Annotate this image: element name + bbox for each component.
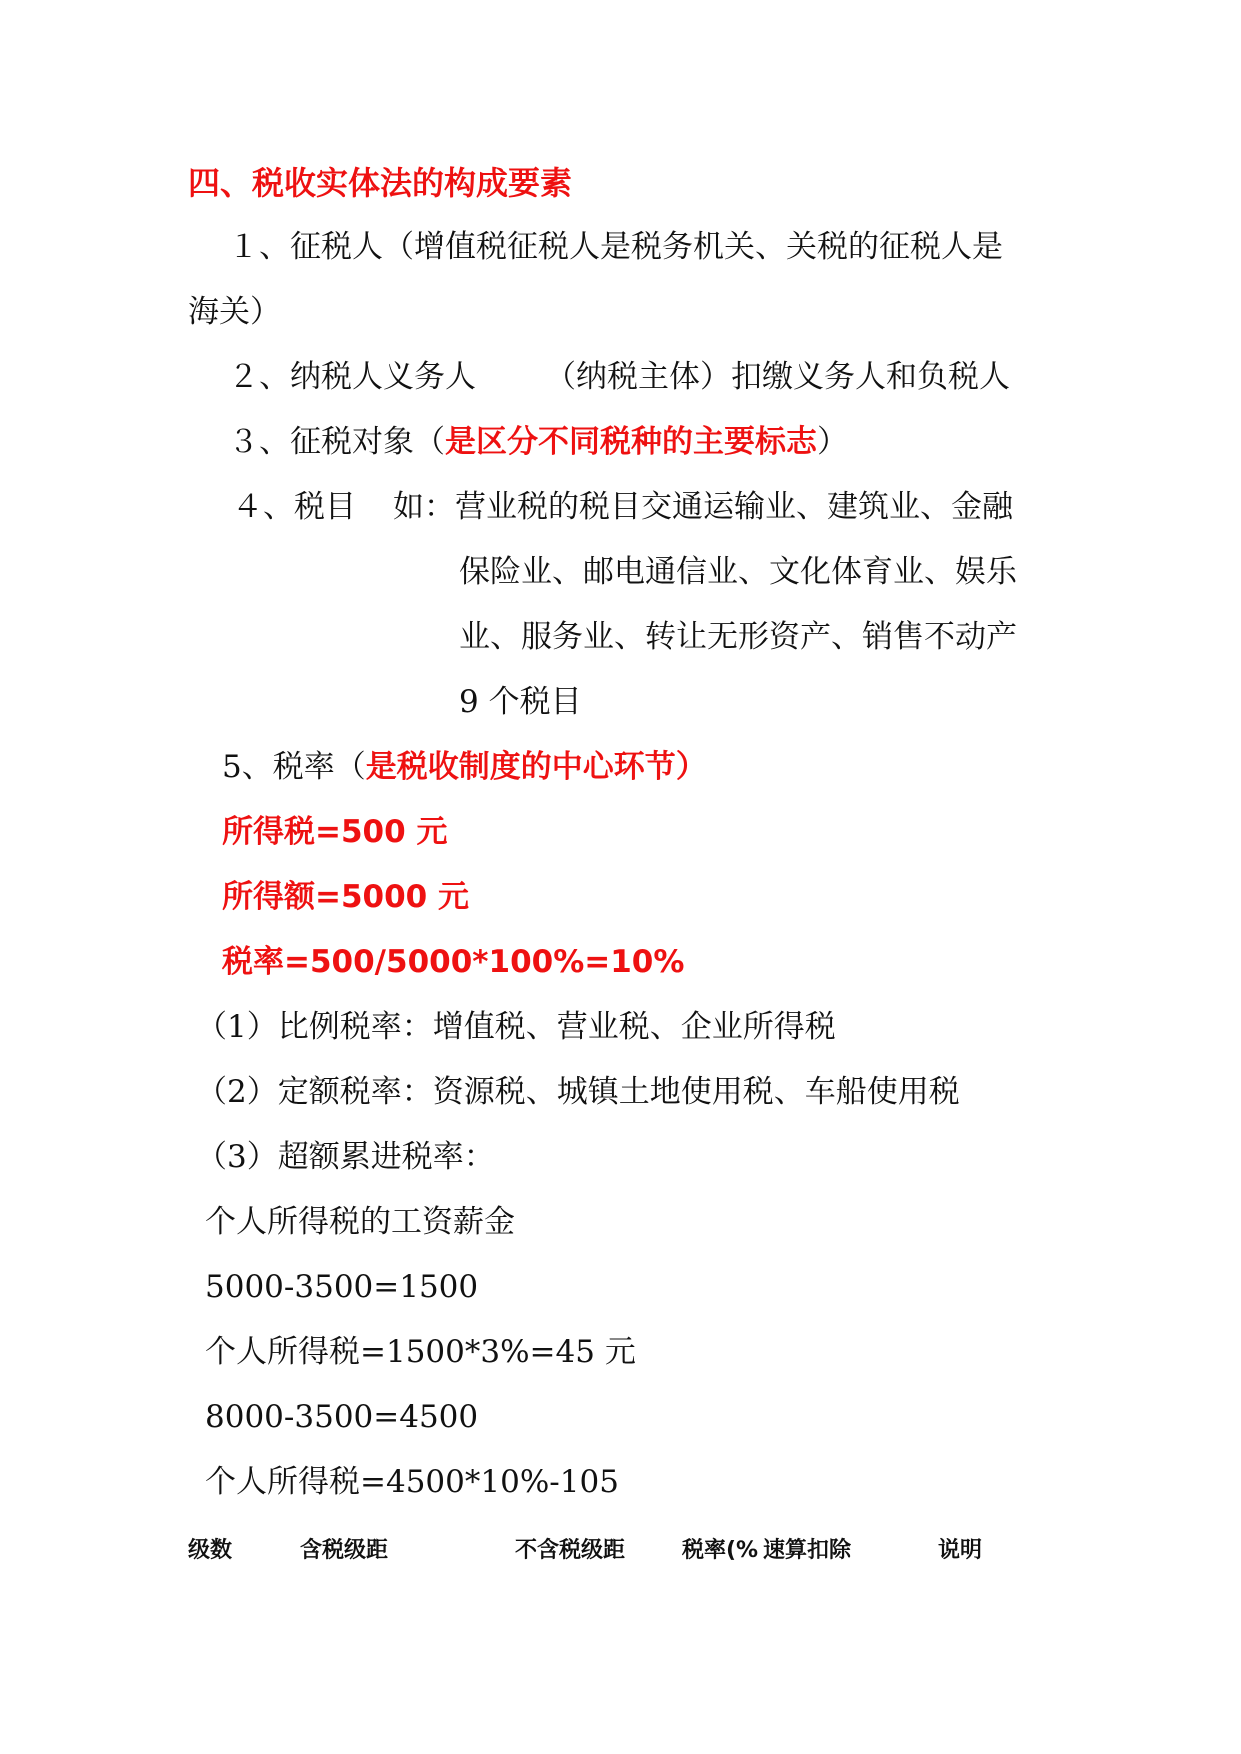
calc-line-5: 个人所得税=4500*10%-105 [205,1464,619,1500]
section-heading: 四、税收实体法的构成要素 [188,164,573,202]
item-4-line-4: 9 个税目 [459,684,582,720]
item-4-line-1: 如：营业税的税目交通运输业、建筑业、金融 [393,489,1013,525]
item-1-line-2: 海关） [188,294,281,330]
item-2-right: （纳税主体）扣缴义务人和负税人 [545,359,1010,395]
item-3 [228,422,848,462]
item-5-prefix: 5、税率（ [222,749,366,785]
table-header-notes: 说明 [938,1538,983,1563]
item-3-prefix: ３、征税对象（ [228,424,445,460]
table-header-taxable-bracket: 含税级距 [300,1538,389,1563]
item-3-suffix: ） [817,424,848,460]
item-5 [222,747,707,787]
item-5-emphasis: 是税收制度的中心环节） [365,749,707,785]
rate-type-1: （1）比例税率：增值税、营业税、企业所得税 [196,1009,836,1045]
rate-type-3: （3）超额累进税率： [196,1139,495,1175]
calc-line-4: 8000-3500=4500 [205,1399,479,1435]
calc-line-3: 个人所得税=1500*3%=45 元 [205,1334,636,1370]
example-line-2: 所得额=5000 元 [222,879,470,915]
item-2-left: ２、纳税人义务人 [228,359,476,395]
item-4-line-2: 保险业、邮电通信业、文化体育业、娱乐 [459,554,1017,590]
calc-line-1: 个人所得税的工资薪金 [205,1204,515,1240]
item-3-emphasis: 是区分不同税种的主要标志 [445,424,817,460]
item-1-line-1: １、征税人（增值税征税人是税务机关、关税的征税人是 [228,229,1003,265]
table-header-quick-deduction: 速算扣除 [763,1538,852,1563]
table-header-rate: 税率(% [682,1538,759,1563]
table-header-nontaxable-bracket: 不含税级距 [515,1538,626,1563]
example-line-1: 所得税=500 元 [222,814,448,850]
item-4-line-3: 业、服务业、转让无形资产、销售不动产 [459,619,1017,655]
item-4-label: ４、税目 [232,489,356,525]
table-header-level: 级数 [188,1538,233,1563]
calc-line-2: 5000-3500=1500 [205,1269,479,1305]
rate-type-2: （2）定额税率：资源税、城镇土地使用税、车船使用税 [196,1074,960,1110]
example-line-3: 税率=500/5000*100%=10% [222,944,685,980]
